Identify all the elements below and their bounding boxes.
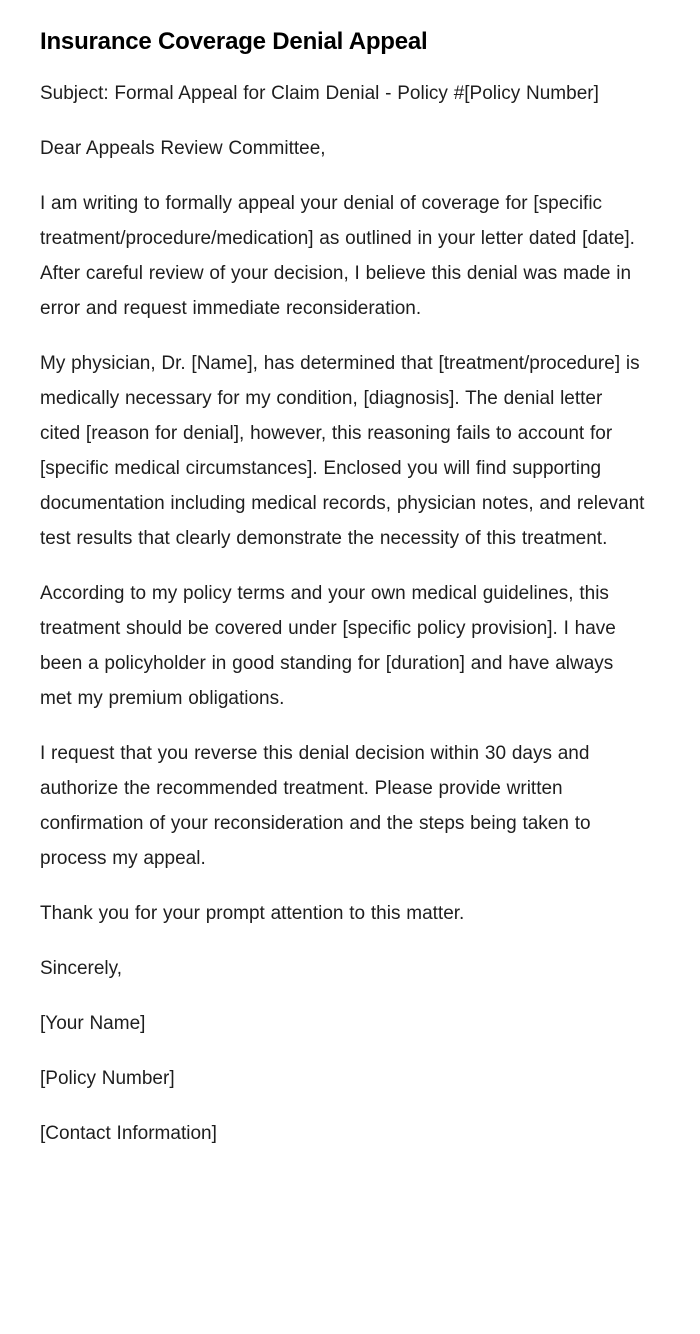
signature-name: [Your Name] [40, 1013, 146, 1034]
page-title: Insurance Coverage Denial Appeal [40, 28, 428, 55]
signoff: Sincerely, [40, 958, 123, 979]
body-paragraph: I request that you reverse this denial decision within 30 days and authorize the recommended treatment. Please provide written confirmation of your reconsideration and the steps being taken to process my appeal. [40, 743, 591, 869]
signature-policy-number: [Policy Number] [40, 1068, 175, 1089]
closing-line: Thank you for your prompt attention to this matter. [40, 903, 465, 924]
letter-body [40, 76, 660, 1151]
signature-contact-information: [Contact Information] [40, 1123, 217, 1144]
subject-line: Subject: Formal Appeal for Claim Denial - Policy #[Policy Number] [40, 83, 599, 104]
salutation: Dear Appeals Review Committee, [40, 138, 326, 159]
body-paragraph: I am writing to formally appeal your denial of coverage for [specific treatment/procedure/medication] as outlined in your letter dated [date]. After careful review of your decision, I believe this denial was made in error and request immediate reconsideration. [40, 193, 635, 319]
body-paragraph: My physician, Dr. [Name], has determined that [treatment/procedure] is medically necessary for my condition, [diagnosis]. The denial letter cited [reason for denial], however, this reasoning fails to account for [specific medical circumstances]. Enclosed you will find supporting documentation including medical records, physician notes, and relevant test results that clearly demonstrate the necessity of this treatment. [40, 353, 645, 549]
body-paragraph: According to my policy terms and your own medical guidelines, this treatment should be covered under [specific policy provision]. I have been a policyholder in good standing for [duration] and have always met my premium obligations. [40, 583, 616, 709]
